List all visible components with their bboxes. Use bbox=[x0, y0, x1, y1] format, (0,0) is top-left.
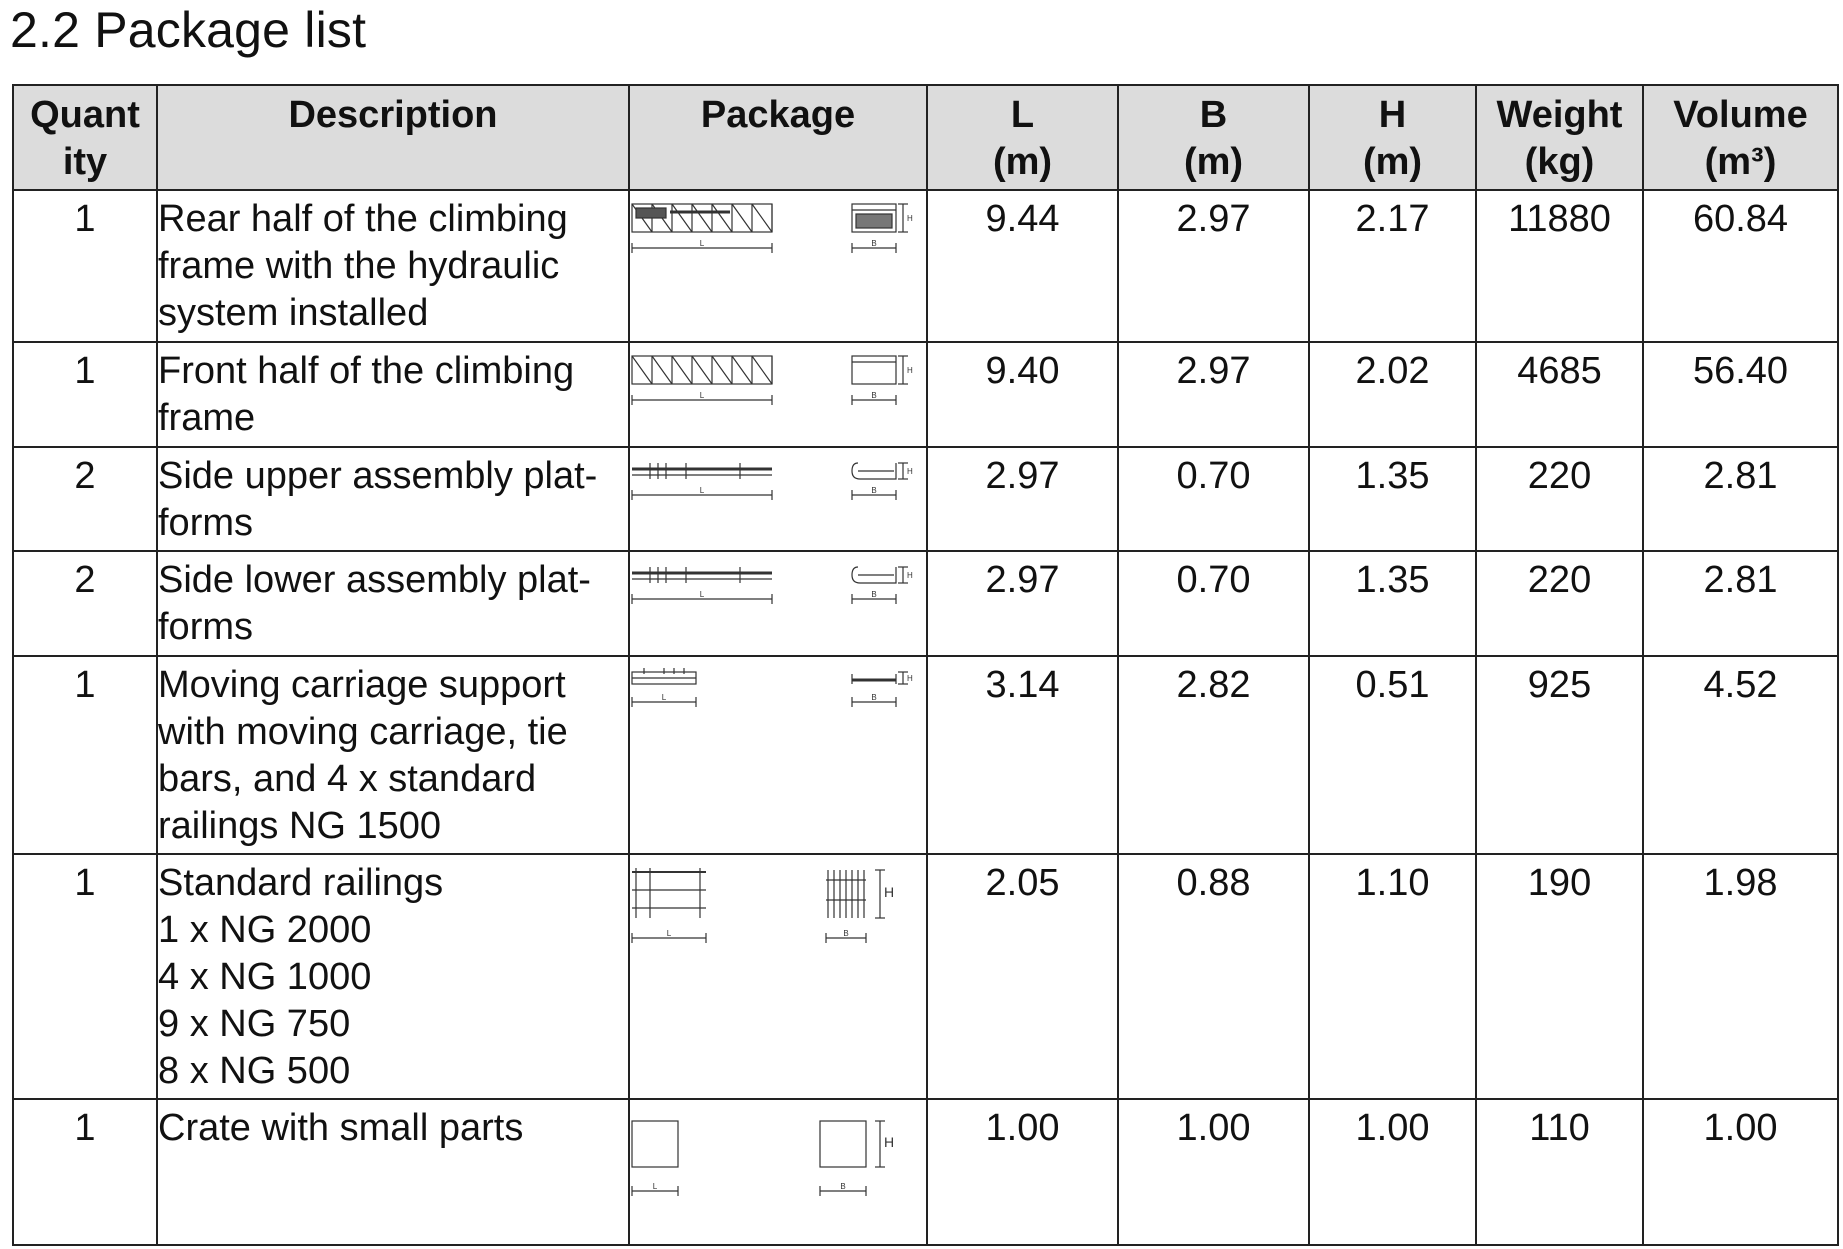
description-line: Crate with small parts bbox=[158, 1107, 524, 1149]
svg-text:L: L bbox=[652, 1182, 658, 1191]
cell-quantity: 1 bbox=[13, 656, 157, 854]
cell-package bbox=[629, 854, 927, 1099]
cell-height: 1.00 bbox=[1309, 1099, 1476, 1245]
cell-width: 0.70 bbox=[1118, 551, 1309, 656]
cell-volume: 1.98 bbox=[1643, 854, 1838, 1099]
description-line: 1 x NG 2000 bbox=[158, 909, 372, 951]
svg-text:B: B bbox=[871, 486, 877, 495]
svg-text:H: H bbox=[884, 884, 895, 900]
description-line: Standard railings bbox=[158, 862, 444, 904]
description-line: Front half of the climbing bbox=[158, 350, 575, 392]
header-row bbox=[13, 85, 1838, 190]
header-quantity: Quant ity bbox=[13, 85, 157, 190]
description-line: Side lower assembly plat- bbox=[158, 559, 591, 601]
cell-package bbox=[629, 656, 927, 854]
svg-text:H: H bbox=[907, 366, 913, 375]
cell-length: 9.44 bbox=[927, 190, 1118, 342]
package-drawing-icon bbox=[630, 348, 920, 418]
svg-text:B: B bbox=[840, 1182, 846, 1191]
description-line: with moving carriage, tie bbox=[158, 711, 568, 753]
cell-description bbox=[157, 551, 629, 656]
svg-text:B: B bbox=[843, 929, 849, 938]
table-row bbox=[13, 342, 1838, 447]
cell-length: 9.40 bbox=[927, 342, 1118, 447]
cell-quantity: 2 bbox=[13, 447, 157, 551]
description-line: forms bbox=[158, 502, 253, 544]
package-drawing-icon bbox=[630, 860, 920, 960]
cell-volume: 60.84 bbox=[1643, 190, 1838, 342]
description-line: Moving carriage support bbox=[158, 664, 566, 706]
description-line: system installed bbox=[158, 292, 429, 334]
cell-package bbox=[629, 190, 927, 342]
description-line: forms bbox=[158, 606, 253, 648]
description-line: 9 x NG 750 bbox=[158, 1003, 351, 1045]
header-height: H (m) bbox=[1309, 85, 1476, 190]
svg-text:H: H bbox=[884, 1134, 895, 1150]
svg-text:B: B bbox=[871, 239, 877, 248]
cell-length: 2.97 bbox=[927, 447, 1118, 551]
package-drawing-icon bbox=[630, 557, 920, 615]
cell-weight: 110 bbox=[1476, 1099, 1643, 1245]
header-weight: Weight (kg) bbox=[1476, 85, 1643, 190]
table-row bbox=[13, 551, 1838, 656]
svg-text:L: L bbox=[699, 239, 705, 248]
svg-text:L: L bbox=[699, 590, 705, 599]
cell-weight: 190 bbox=[1476, 854, 1643, 1099]
cell-quantity: 1 bbox=[13, 1099, 157, 1245]
cell-length: 3.14 bbox=[927, 656, 1118, 854]
header-description: Description bbox=[157, 85, 629, 190]
cell-height: 2.17 bbox=[1309, 190, 1476, 342]
svg-text:L: L bbox=[666, 929, 672, 938]
cell-width: 2.97 bbox=[1118, 190, 1309, 342]
cell-weight: 4685 bbox=[1476, 342, 1643, 447]
cell-description bbox=[157, 656, 629, 854]
header-width: B (m) bbox=[1118, 85, 1309, 190]
cell-description bbox=[157, 342, 629, 447]
svg-text:B: B bbox=[871, 693, 877, 702]
cell-description bbox=[157, 854, 629, 1099]
table-row bbox=[13, 854, 1838, 1099]
cell-width: 2.82 bbox=[1118, 656, 1309, 854]
header-package: Package bbox=[629, 85, 927, 190]
description-line: railings NG 1500 bbox=[158, 805, 442, 847]
description-line: 4 x NG 1000 bbox=[158, 956, 372, 998]
cell-weight: 220 bbox=[1476, 447, 1643, 551]
table-row bbox=[13, 1099, 1838, 1245]
cell-volume: 1.00 bbox=[1643, 1099, 1838, 1245]
cell-height: 2.02 bbox=[1309, 342, 1476, 447]
svg-text:H: H bbox=[907, 571, 913, 580]
cell-description bbox=[157, 1099, 629, 1245]
cell-volume: 56.40 bbox=[1643, 342, 1838, 447]
section-heading: 2.2 Package list bbox=[10, 2, 367, 58]
svg-text:L: L bbox=[699, 391, 705, 400]
cell-height: 1.10 bbox=[1309, 854, 1476, 1099]
description-line: 8 x NG 500 bbox=[158, 1050, 351, 1092]
cell-width: 0.88 bbox=[1118, 854, 1309, 1099]
cell-height: 1.35 bbox=[1309, 447, 1476, 551]
cell-length: 2.97 bbox=[927, 551, 1118, 656]
cell-volume: 2.81 bbox=[1643, 551, 1838, 656]
cell-description bbox=[157, 447, 629, 551]
table-row bbox=[13, 190, 1838, 342]
cell-volume: 4.52 bbox=[1643, 656, 1838, 854]
description-line: Rear half of the climbing bbox=[158, 198, 568, 240]
svg-text:L: L bbox=[661, 693, 667, 702]
cell-height: 0.51 bbox=[1309, 656, 1476, 854]
description-line: Side upper assembly plat- bbox=[158, 455, 598, 497]
cell-length: 2.05 bbox=[927, 854, 1118, 1099]
description-line: bars, and 4 x standard bbox=[158, 758, 537, 800]
table-body bbox=[13, 190, 1838, 1245]
svg-text:H: H bbox=[907, 467, 913, 476]
description-line: frame with the hydraulic bbox=[158, 245, 560, 287]
header-length: L (m) bbox=[927, 85, 1118, 190]
svg-text:H: H bbox=[907, 214, 913, 223]
description-line: frame bbox=[158, 397, 256, 439]
package-drawing-icon bbox=[630, 196, 920, 266]
package-drawing-icon bbox=[630, 1105, 920, 1201]
cell-width: 2.97 bbox=[1118, 342, 1309, 447]
cell-package bbox=[629, 447, 927, 551]
cell-weight: 11880 bbox=[1476, 190, 1643, 342]
cell-quantity: 2 bbox=[13, 551, 157, 656]
cell-quantity: 1 bbox=[13, 854, 157, 1099]
cell-weight: 220 bbox=[1476, 551, 1643, 656]
svg-text:B: B bbox=[871, 391, 877, 400]
cell-length: 1.00 bbox=[927, 1099, 1118, 1245]
cell-width: 0.70 bbox=[1118, 447, 1309, 551]
table-row bbox=[13, 447, 1838, 551]
cell-quantity: 1 bbox=[13, 342, 157, 447]
package-drawing-icon bbox=[630, 453, 920, 511]
cell-package bbox=[629, 551, 927, 656]
svg-text:H: H bbox=[907, 674, 913, 683]
cell-package bbox=[629, 342, 927, 447]
table-row bbox=[13, 656, 1838, 854]
header-volume: Volume (m³) bbox=[1643, 85, 1838, 190]
cell-width: 1.00 bbox=[1118, 1099, 1309, 1245]
cell-package bbox=[629, 1099, 927, 1245]
cell-volume: 2.81 bbox=[1643, 447, 1838, 551]
cell-weight: 925 bbox=[1476, 656, 1643, 854]
svg-text:L: L bbox=[699, 486, 705, 495]
package-table bbox=[12, 84, 1839, 1246]
cell-description bbox=[157, 190, 629, 342]
cell-height: 1.35 bbox=[1309, 551, 1476, 656]
package-drawing-icon bbox=[630, 662, 920, 720]
cell-quantity: 1 bbox=[13, 190, 157, 342]
svg-text:B: B bbox=[871, 590, 877, 599]
